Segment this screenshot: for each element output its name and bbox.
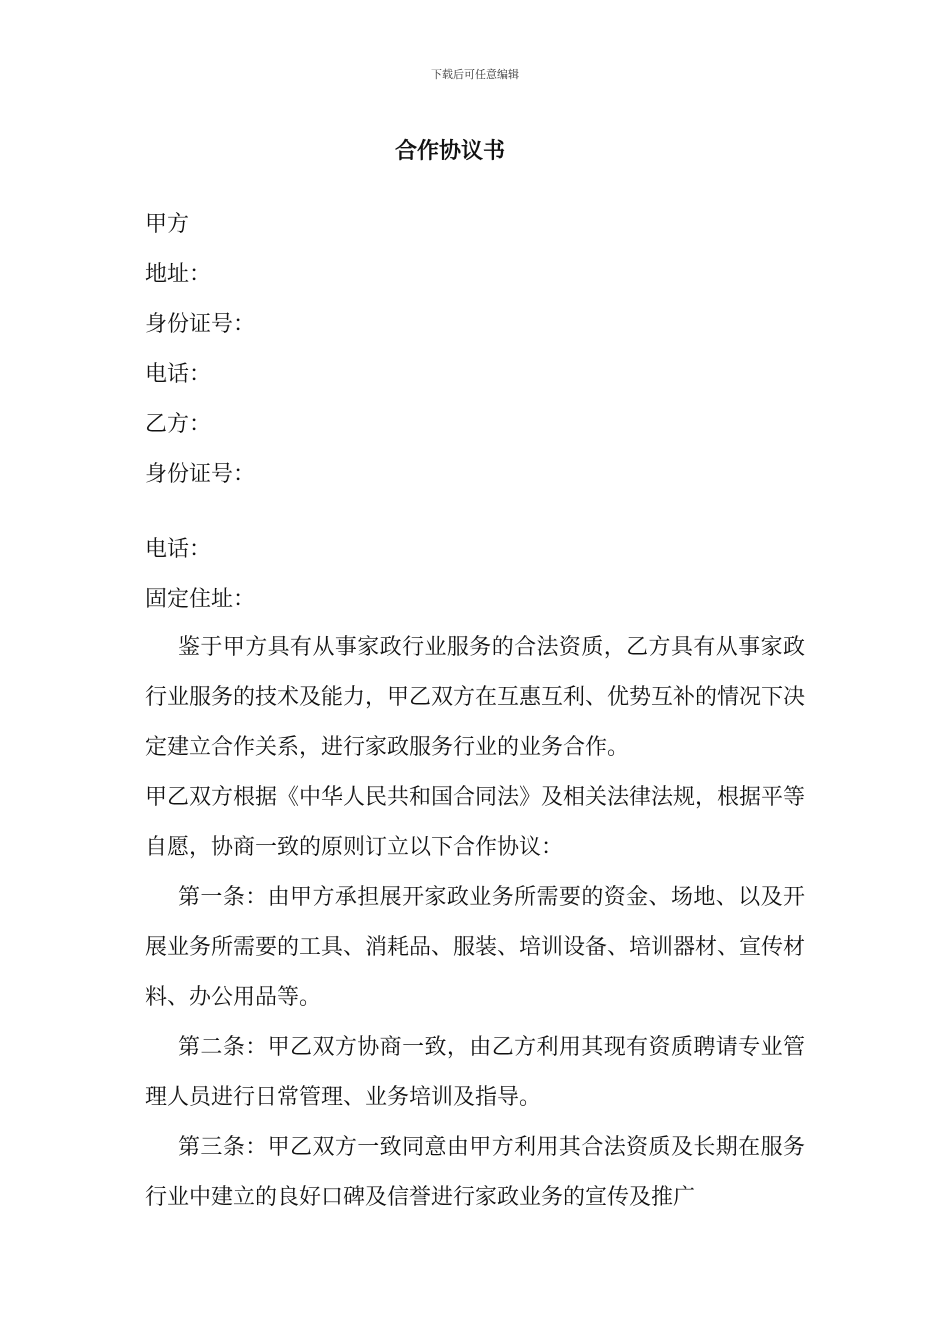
article-3-paragraph: 第三条：甲乙双方一致同意由甲方利用其合法资质及长期在服务行业中建立的良好口碑及信誉进行家政业务的宣传及推广 (145, 1135, 805, 1210)
article-2-paragraph: 第二条：甲乙双方协商一致，由乙方利用其现有资质聘请专业管理人员进行日常管理、业务培训及指导。 (145, 1035, 805, 1110)
document-title: 合作协议书 (394, 138, 505, 164)
header-note: 下载后可任意编辑 (431, 68, 519, 81)
article-1-paragraph: 第一条：由甲方承担展开家政业务所需要的资金、场地、以及开展业务所需要的工具、消耗品、服装、培训设备、培训器材、宣传材料、办公用品等。 (145, 885, 806, 1010)
preamble-paragraph: 鉴于甲方具有从事家政行业服务的合法资质，乙方具有从事家政行业服务的技术及能力，甲乙双方在互惠互利、优势互补的情况下决定建立合作关系，进行家政服务行业的业务合作。 (145, 635, 806, 760)
phone-b-label: 电话： (145, 537, 212, 562)
id-number-a-label: 身份证号： (145, 312, 256, 337)
phone-a-label: 电话： (145, 362, 212, 387)
party-a-label: 甲方 (145, 212, 190, 237)
address-label: 地址： (145, 262, 212, 287)
party-b-label: 乙方： (145, 412, 212, 437)
id-number-b-label: 身份证号： (145, 462, 256, 487)
agreement-body (145, 623, 805, 1223)
permanent-address-label: 固定住址： (145, 587, 256, 612)
basis-paragraph: 甲乙双方根据《中华人民共和国合同法》及相关法律法规，根据平等自愿，协商一致的原则订立以下合作协议： (145, 785, 806, 860)
